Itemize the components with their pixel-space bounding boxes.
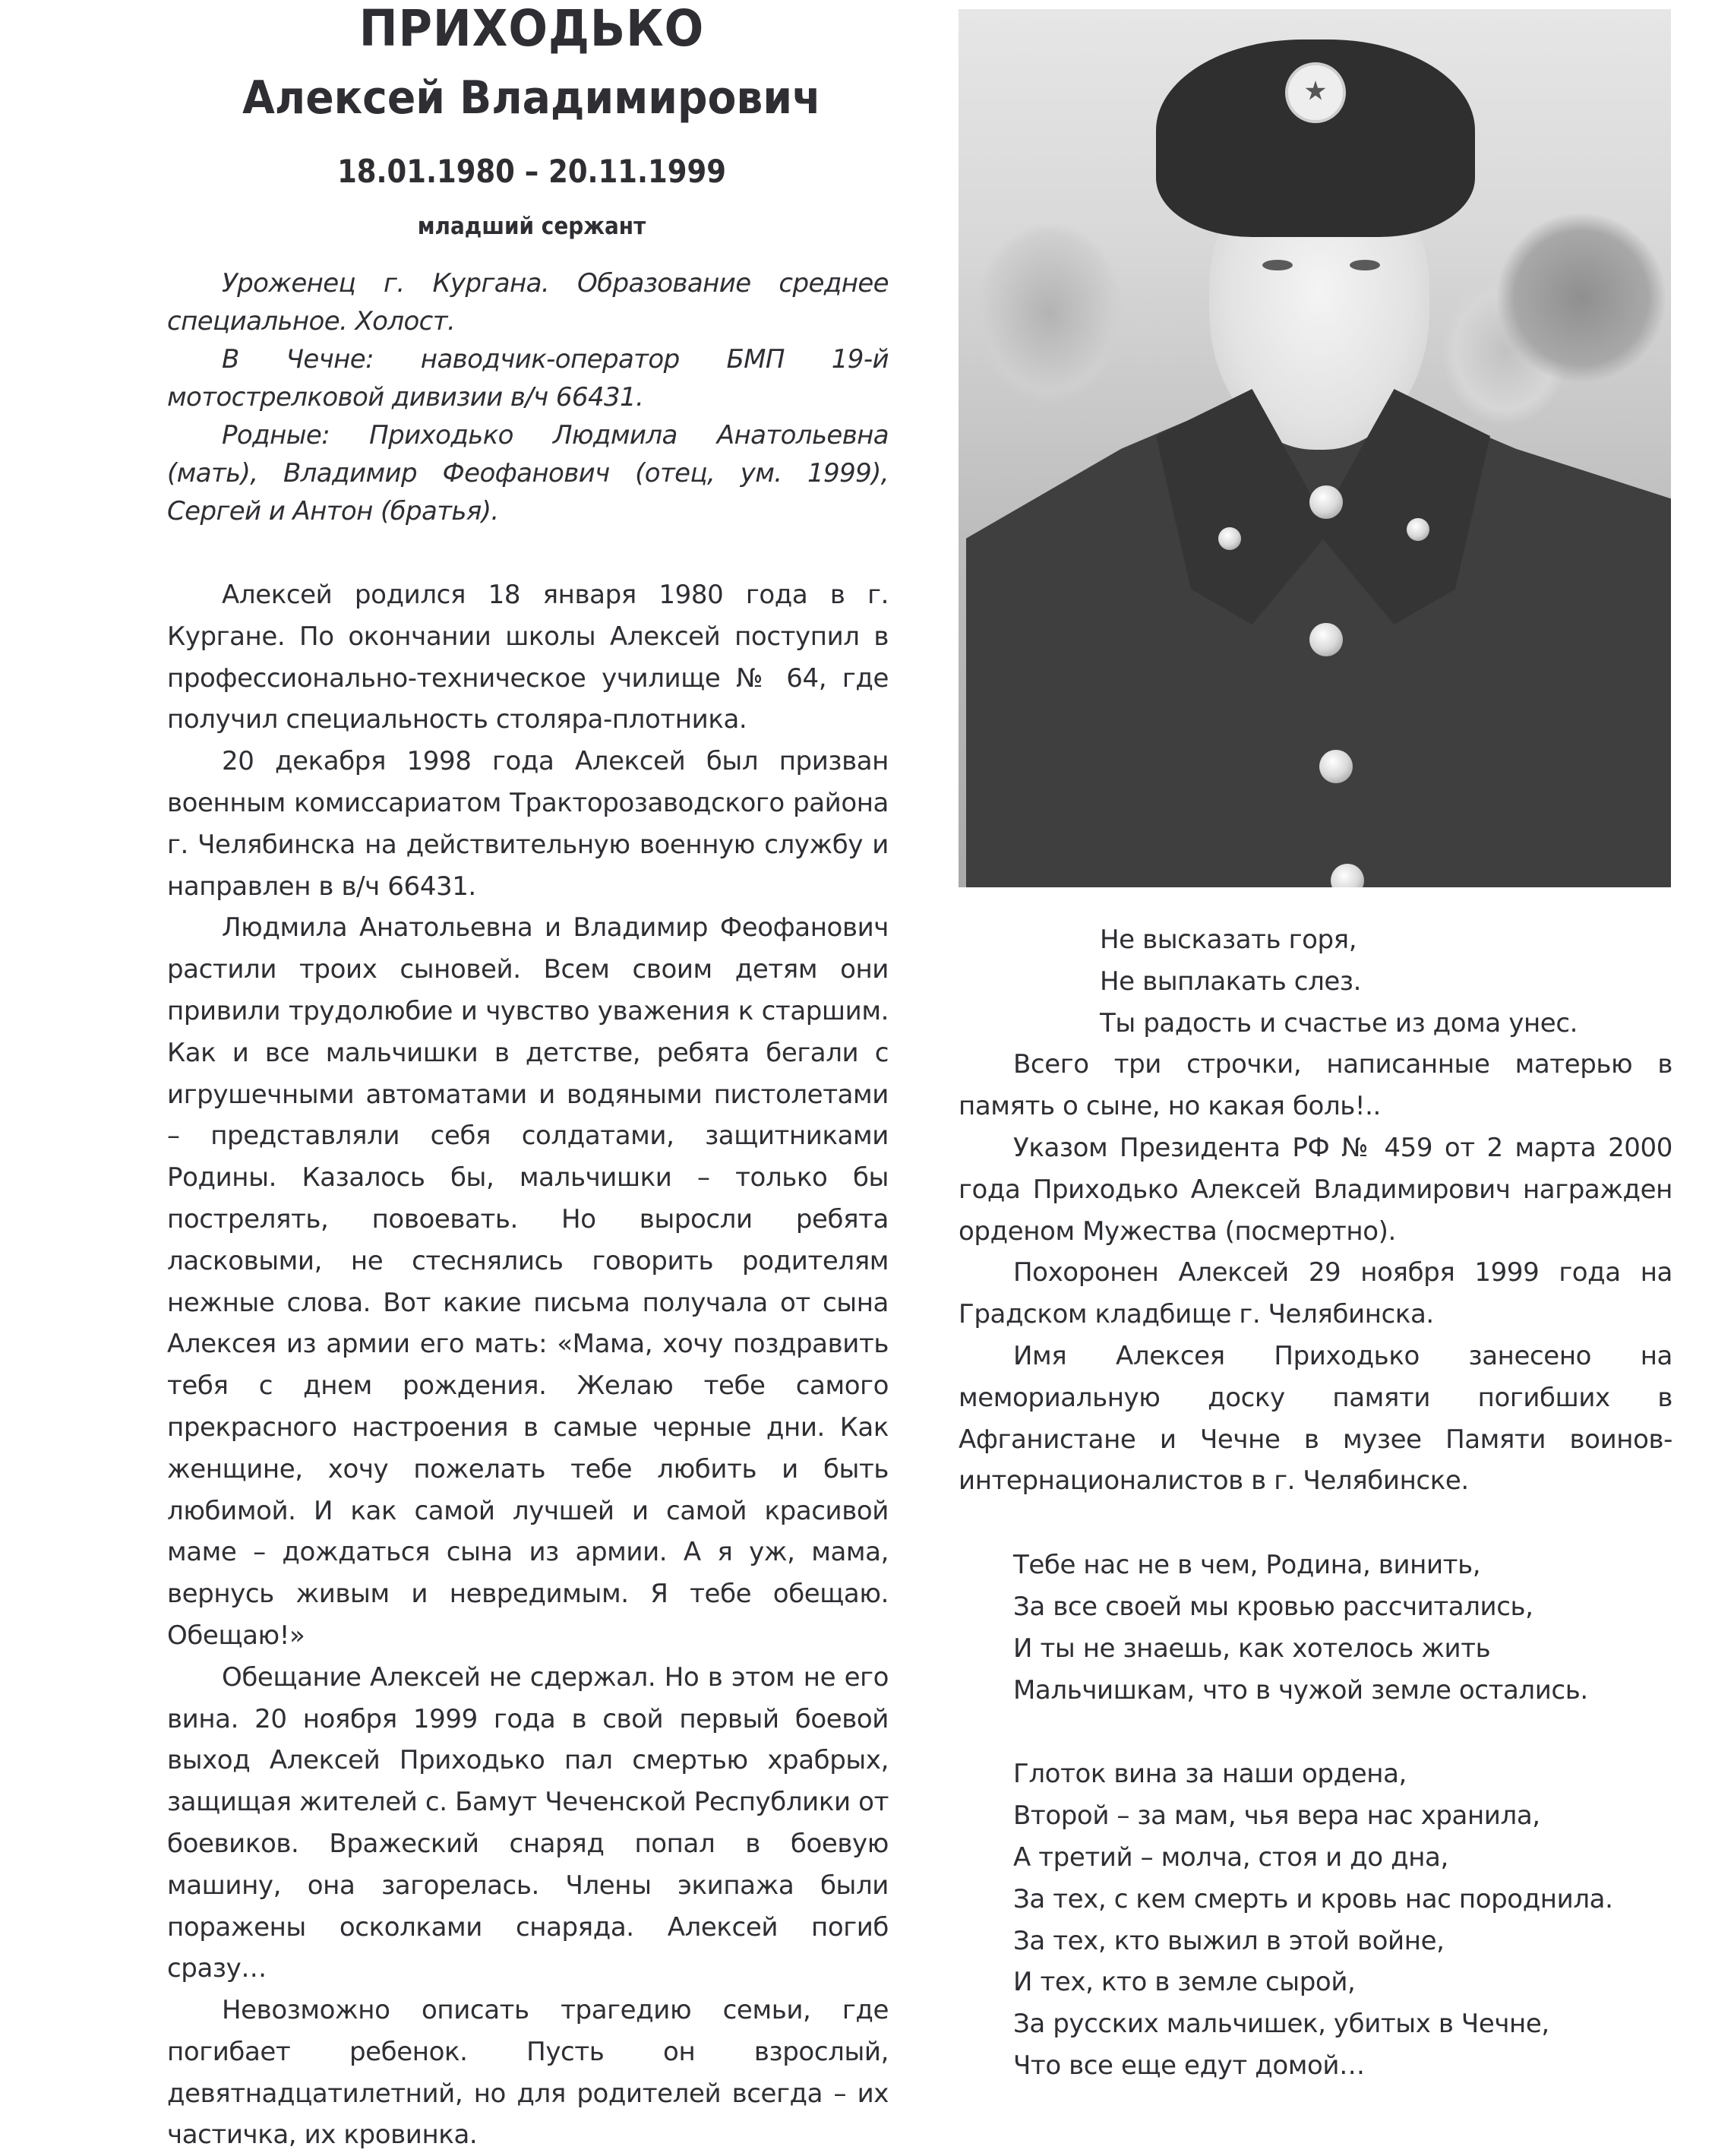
verse-line: За тех, кто выжил в этой войне, <box>1013 1925 1445 1956</box>
coat-button-icon <box>1407 518 1429 541</box>
verse-line: За русских мальчишек, убитых в Чечне, <box>1013 2009 1549 2040</box>
right-paragraph-three-lines: Всего три строчки, написанные матерью в память о сыне, но какая боль!.. <box>959 1049 1672 1122</box>
verse-line: За тех, с кем смерть и кровь нас породнила. <box>1013 1883 1613 1914</box>
verse-line: За все своей мы кровью рассчитались, <box>1013 1591 1533 1622</box>
verse-line: Тебе нас не в чем, Родина, винить, <box>1013 1550 1481 1581</box>
bio-paragraph-death: Обещание Алексей не сдержал. Но в этом не его вина. 20 ноября 1999 года в свой первый боевой выход Алексей Приходько пал смертью храбрых, защищая жителей с. Бамут Чеченской Республики от боевиков. Вражеский снаряд попал в боевую машину, она загорелась. Члены экипажа были поражены осколками снаряда. Алексей погиб сразу… <box>167 1661 889 1984</box>
coat-button-icon <box>1319 750 1353 783</box>
bio-paragraph-tragedy: Невозможно описать трагедию семьи, где погибает ребенок. Пусть он взрослый, девятнадцатилетний, но для родителей всегда – их частичка, их кровинка. <box>167 1995 889 2151</box>
life-dates: 18.01.1980 – 20.11.1999 <box>337 153 726 190</box>
summary-origin: Уроженец г. Кургана. Образование среднее специальное. Холост. <box>167 268 889 337</box>
bio-paragraph-family: Людмила Анатольевна и Владимир Феофанович растили троих сыновей. Всем своим детям они привили трудолюбие и чувство уважения к старшим. Как и все мальчишки в детстве, ребята бегали с игрушечными автоматами и водяными пистолетами – представляли себя солдатами, защитниками Родины. Казалось бы, мальчишки – только бы пострелять, повоевать. Но выросли ребята ласковыми, не стеснялись говорить родителям нежные слова. Вот какие письма получала от сына Алексея из армии его мать: «Мама, хочу поздравить тебя с днем рождения. Желаю тебе самого прекрасного настроения в самые черные дни. Как женщине, хочу пожелать тебе любить и быть любимой. И как самой лучшей и самой красивой маме – дождаться сына из армии. А я уж, мама, вернусь живым и невредимым. Я тебе обещаю. Обещаю!» <box>167 912 889 1651</box>
page-header <box>152 0 911 240</box>
soldier-portrait-photo <box>959 9 1671 887</box>
verse-line: Глоток вина за наши ордена, <box>1013 1759 1407 1790</box>
right-column <box>959 919 1672 2087</box>
verse-line: И тех, кто в земле сырой, <box>1013 1967 1356 1998</box>
right-paragraph-burial: Похоронен Алексей 29 ноября 1999 года на Градском кладбище г. Челябинска. <box>959 1257 1672 1330</box>
verse-line: Мальчишкам, что в чужой земле остались. <box>1013 1674 1588 1706</box>
surname-heading: ПРИХОДЬКО <box>358 0 705 58</box>
verse-line: Не выплакать слез. <box>1100 966 1362 997</box>
bio-paragraph-birth: Алексей родился 18 января 1980 года в г. Кургане. По окончании школы Алексей поступил в профессионально-техническое училище № 64, где получил специальность столяра-плотника. <box>167 580 889 735</box>
military-rank: младший сержант <box>417 213 646 240</box>
verse-line: Ты радость и счастье из дома унес. <box>1100 1007 1578 1038</box>
biography-block <box>167 574 889 2156</box>
verse-line: А третий – молча, стоя и до дна, <box>1013 1841 1448 1873</box>
bio-paragraph-conscription: 20 декабря 1998 года Алексей был призван военным комиссариатом Тракторозаводского района г. Челябинска на действительную военную службу и направлен в в/ч 66431. <box>167 746 889 902</box>
verse-line: Не высказать горя, <box>1100 925 1357 955</box>
verse-line: Второй – за мам, чья вера нас хранила, <box>1013 1800 1540 1832</box>
poem-motherland <box>959 1544 1672 1711</box>
photo-eye-right <box>1350 260 1380 270</box>
coat-button-icon <box>1309 623 1343 656</box>
right-paragraph-memorial: Имя Алексея Приходько занесено на мемориальную доску памяти погибших в Афганистане и Чечне в музее Памяти воинов-интернационалистов в г. Челябинске. <box>959 1340 1672 1497</box>
coat-button-icon <box>1218 527 1241 550</box>
given-names-heading: Алексей Владимирович <box>242 71 821 125</box>
left-column <box>167 264 889 2156</box>
summary-relatives: Родные: Приходько Людмила Анатольевна (мать), Владимир Феофанович (отец, ум. 1999), Сергей и Антон (братья). <box>167 420 889 526</box>
verse-line: И ты не знаешь, как хотелось жить <box>1013 1633 1491 1664</box>
coat-button-icon <box>1309 485 1343 519</box>
poem-toast <box>959 1753 1672 2086</box>
summary-block <box>167 264 889 530</box>
verse-line: Что все еще едут домой… <box>1013 2050 1365 2081</box>
photo-eye-left <box>1262 260 1293 270</box>
mother-epitaph-verse <box>959 919 1672 1044</box>
star-badge-icon <box>1285 62 1346 123</box>
summary-service: В Чечне: наводчик-оператор БМП 19-й мотострелковой дивизии в/ч 66431. <box>167 344 889 413</box>
right-paragraph-award: Указом Президента РФ № 459 от 2 марта 2000 года Приходько Алексей Владимирович награжден орденом Мужества (посмертно). <box>959 1132 1672 1247</box>
